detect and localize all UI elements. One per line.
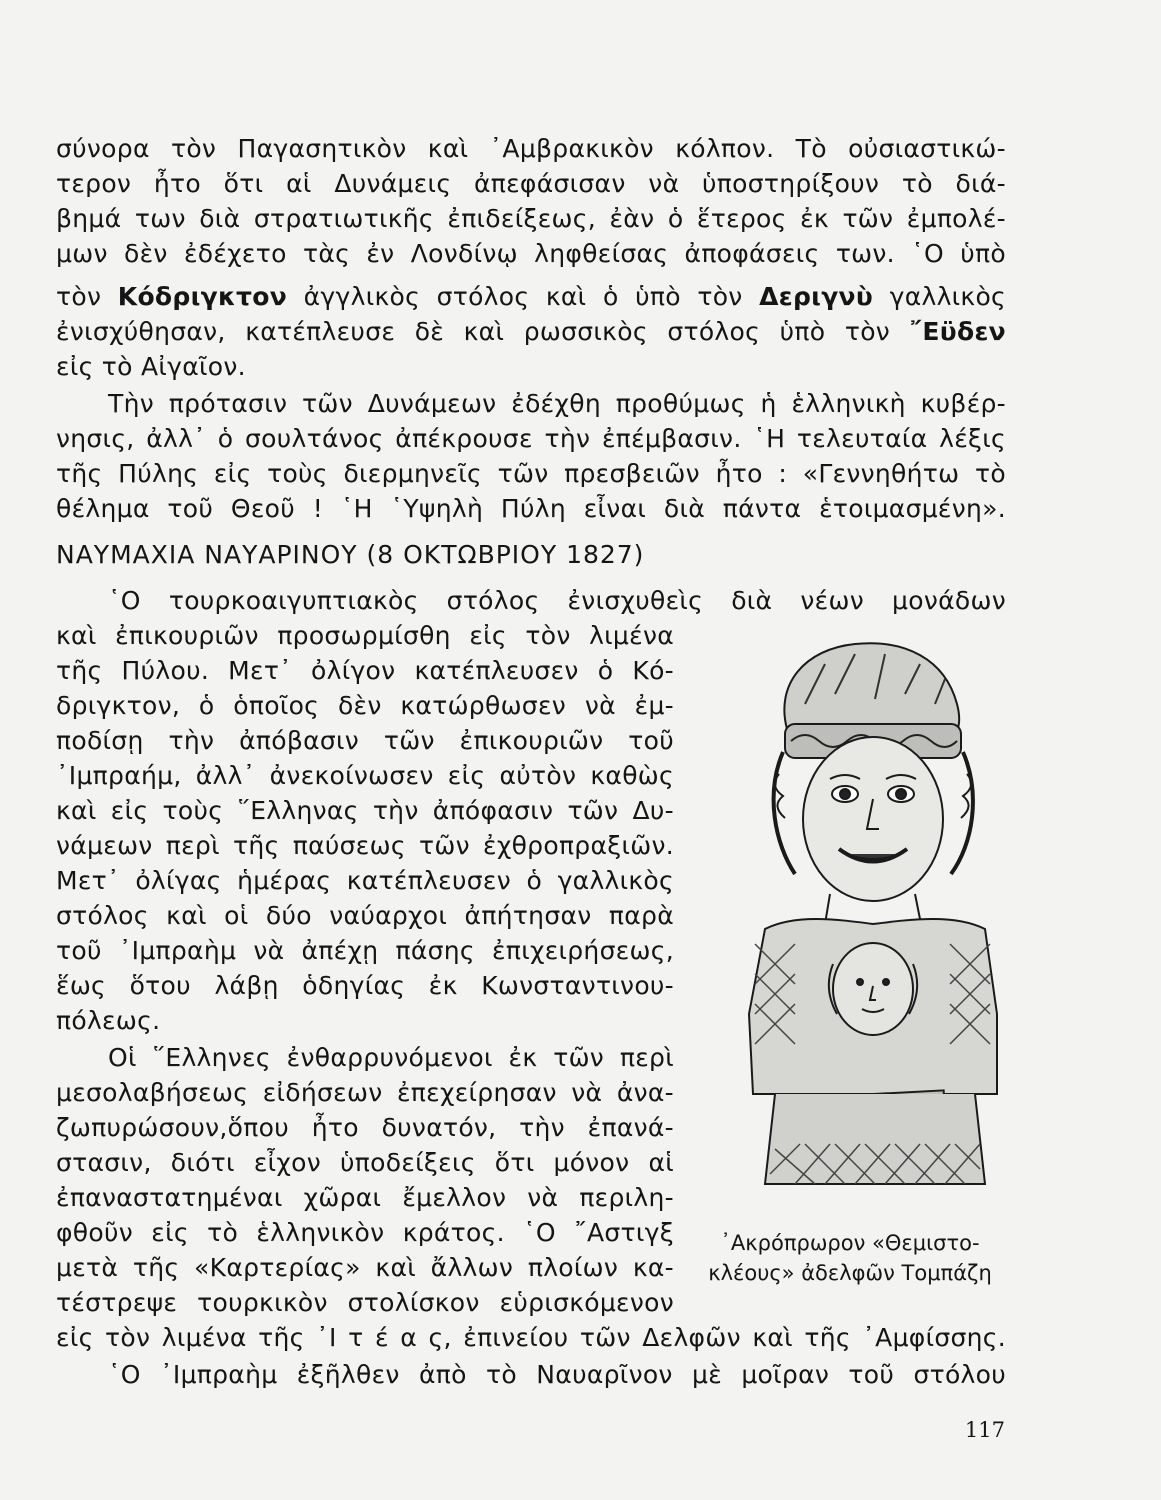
text-line: στασιν, διότι εἶχον ὑποδείξεις ὅτι μόνον αἱ: [56, 1148, 674, 1177]
figurehead-illustration: [735, 624, 1005, 1224]
text-line: στόλος καὶ οἱ δύο ναύαρχοι ἀπήτησαν παρὰ: [56, 901, 674, 930]
text-line: τερον ἦτο ὅτι αἱ Δυνάμεις ἀπεφάσισαν νὰ ὑποστηρίξουν τὸ διά-: [56, 169, 1006, 198]
name-de-rigny: Δεριγνὺ: [759, 282, 874, 311]
figure-caption-line: κλέους» ἀδελφῶν Τομπάζη: [708, 1261, 992, 1285]
text-line: Οἱ ῞Ελληνες ἐνθαρρυνόμενοι ἐκ τῶν περὶ: [108, 1043, 674, 1072]
text-line: εἰς τὸ Αἰγαῖον.: [56, 352, 246, 381]
text-line: βημά των διὰ στρατιωτικῆς ἐπιδείξεως, ἐὰν ὁ ἕτερος ἐκ τῶν ἐμπολέ-: [56, 204, 1006, 233]
name-heyden: ῎Εϋδεν: [909, 317, 1007, 346]
page-number: 117: [964, 1418, 1005, 1442]
text-line: θέλημα τοῦ Θεοῦ ! ῾Η ῾Υψηλὴ Πύλη εἶναι διὰ πάντα ἑτοιμασμένη».: [56, 494, 1006, 523]
section-heading: ΝΑΥΜΑΧΙΑ ΝΑΥΑΡΙΝΟΥ (8 ΟΚΤΩΒΡΙΟΥ 1827): [56, 540, 645, 569]
text-line-with-names: [56, 280, 1006, 314]
text-fragment: ἐνισχύθησαν, κατέπλευσε δὲ καὶ ρωσσικὸς στόλος ὑπὸ τὸν: [56, 317, 891, 346]
text-line: ᾿Ιμπραήμ, ἀλλ᾿ ἀνεκοίνωσεν εἰς αὐτὸν καθὼς: [56, 761, 674, 790]
text-line: πόλεως.: [56, 1006, 161, 1035]
text-line: ποδίσῃ τὴν ἀπόβασιν τῶν ἐπικουριῶν τοῦ: [56, 726, 674, 755]
text-line-with-name: [56, 315, 1006, 349]
text-line: δριγκτον, ὁ ὁποῖος δὲν κατώρθωσεν νὰ ἐμ-: [56, 691, 674, 720]
text-line: μων δὲν ἐδέχετο τὰς ἐν Λονδίνῳ ληφθείσας ἀποφάσεις των. ῾Ο ὑπὸ: [56, 239, 1006, 268]
text-line: ῾Ο ᾿Ιμπραὴμ ἐξῆλθεν ἀπὸ τὸ Ναυαρῖνον μὲ μοῖραν τοῦ στόλου: [108, 1360, 1006, 1389]
text-fragment: τὸν: [56, 282, 102, 311]
text-line: εἰς τὸν λιμένα τῆς ᾿Ι τ έ α ς, ἐπινείου τῶν Δελφῶν καὶ τῆς ᾿Αμφίσσης.: [56, 1323, 1006, 1352]
text-line: Τὴν πρότασιν τῶν Δυνάμεων ἐδέχθη προθύμως ἡ ἑλληνικὴ κυβέρ-: [108, 389, 1006, 418]
text-line: σύνορα τὸν Παγασητικὸν καὶ ᾿Αμβρακικὸν κόλπον. Τὸ οὐσιαστικώ-: [56, 134, 1006, 163]
text-line: νάμεων περὶ τῆς παύσεως τῶν ἐχθροπραξιῶν.: [56, 831, 674, 860]
figure-caption-line: ᾿Ακρόπρωρον «Θεμιστο-: [720, 1231, 980, 1255]
text-line: νησις, ἀλλ᾿ ὁ σουλτάνος ἀπέκρουσε τὴν ἐπέμβασιν. ῾Η τελευταία λέξις: [56, 424, 1006, 453]
text-line: μεσολαβήσεως εἰδήσεων ἐπεχείρησαν νὰ ἀνα-: [56, 1078, 674, 1107]
text-line: μετὰ τῆς «Καρτερίας» καὶ ἄλλων πλοίων κα-: [56, 1253, 674, 1282]
name-codrington: Κόδριγκτον: [117, 282, 288, 311]
text-line: καὶ ἐπικουριῶν προσωρμίσθη εἰς τὸν λιμένα: [56, 621, 674, 650]
text-line: τοῦ ᾿Ιμπραὴμ νὰ ἀπέχῃ πάσης ἐπιχειρήσεως,: [56, 936, 674, 965]
text-line: ῾Ο τουρκοαιγυπτιακὸς στόλος ἐνισχυθεὶς διὰ νέων μονάδων: [108, 586, 1006, 615]
text-line: καὶ εἰς τοὺς ῞Ελληνας τὴν ἀπόφασιν τῶν Δυ-: [56, 796, 674, 825]
text-line: Μετ᾿ ὀλίγας ἡμέρας κατέπλευσεν ὁ γαλλικὸς: [56, 866, 674, 895]
text-line: τέστρεψε τουρκικὸν στολίσκον εὑρισκόμενον: [56, 1288, 674, 1317]
text-fragment: γαλλικὸς: [889, 282, 1007, 311]
text-line: τῆς Πύλης εἰς τοὺς διερμηνεῖς τῶν πρεσβειῶν ἦτο : «Γεννηθήτω τὸ: [56, 459, 1006, 488]
text-line: φθοῦν εἰς τὸ ἑλληνικὸν κράτος. ῾Ο ῎Αστιγξ: [56, 1218, 674, 1247]
text-line: ζωπυρώσουν,ὅπου ἦτο δυνατόν, τὴν ἐπανά-: [56, 1113, 674, 1142]
text-line: ἐπαναστατημέναι χῶραι ἔμελλον νὰ περιλη-: [56, 1183, 674, 1212]
text-line: τῆς Πύλου. Μετ᾿ ὀλίγον κατέπλευσεν ὁ Κό-: [56, 656, 674, 685]
text-fragment: ἀγγλικὸς στόλος καὶ ὁ ὑπὸ τὸν: [303, 282, 743, 311]
text-line: ἕως ὅτου λάβῃ ὁδηγίας ἐκ Κωνσταντινου-: [56, 971, 674, 1000]
